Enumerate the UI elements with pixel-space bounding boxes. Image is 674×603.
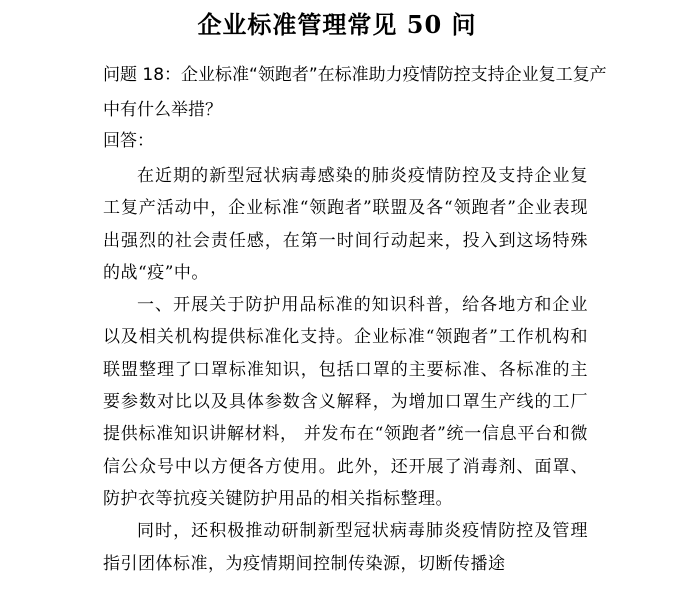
answer-body <box>103 160 588 580</box>
answer-label: 回答： <box>103 131 154 151</box>
question-heading: 问题 18：企业标准“领跑者”在标准助力疫情防控支持企业复工复产中有什么举措？ <box>103 65 607 120</box>
paragraph-2: 一、开展关于防护用品标准的知识科普，给各地方和企业以及相关机构提供标准化支持。企业标准“领跑者”工作机构和联盟整理了口罩标准知识，包括口罩的主要标准、各标准的主要参数对比以及具体参数含义解释，为增加口罩生产线的工厂提供标准知识讲解材料， 并发布在“领跑者”统一信息平台和微信公众号中以方便各方使用。此外，还开展了消毒剂、面罩、防护衣等抗疫关键防护用品的相关指标整理。 <box>103 295 588 509</box>
document-title: 企业标准管理常见 50 问 <box>197 10 477 39</box>
paragraph-3: 同时，还积极推动研制新型冠状病毒肺炎疫情防控及管理指引团体标准，为疫情期间控制传染源，切断传播途 <box>103 521 588 574</box>
paragraph-1: 在近期的新型冠状病毒感染的肺炎疫情防控及支持企业复工复产活动中，企业标准“领跑者”联盟及各“领跑者”企业表现出强烈的社会责任感，在第一时间行动起来，投入到这场特殊的战“疫”中。 <box>103 166 588 283</box>
